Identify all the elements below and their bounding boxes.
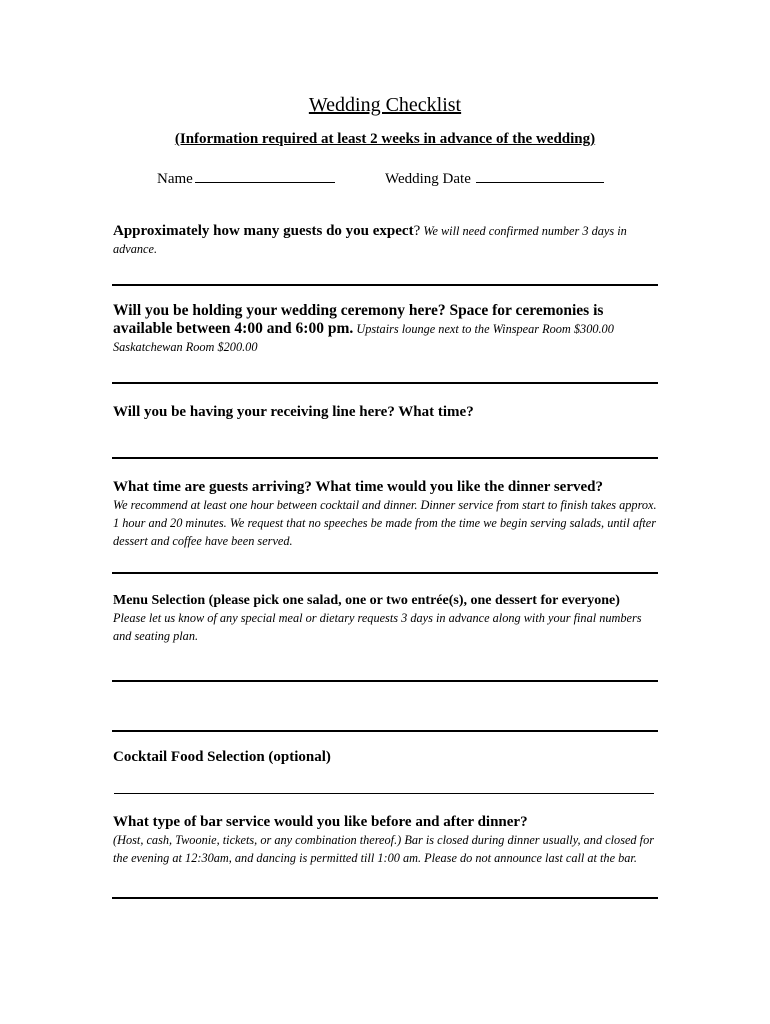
receiving-line-question-text: Will you be having your receiving line here? What time? — [113, 404, 474, 420]
name-field — [157, 168, 335, 188]
ceremony-question-text: Will you be holding your wedding ceremony here? Space for ceremonies is available between 4:00 and 6:00 pm. — [113, 302, 604, 337]
name-blank-line[interactable] — [195, 168, 335, 183]
guest-count-note: We will need confirmed number 3 days in advance. — [113, 224, 627, 256]
bar-service-answer-line[interactable] — [112, 897, 658, 899]
name-label: Name — [157, 171, 193, 187]
receiving-line-answer-line[interactable] — [112, 457, 658, 459]
dinner-time-answer-line[interactable] — [112, 572, 658, 574]
guest-count-question-text: Approximately how many guests do you expect — [113, 223, 414, 239]
dinner-time-question-text: What time are guests arriving? What time would you like the dinner served? — [113, 479, 603, 495]
page-subtitle: (Information required at least 2 weeks in advance of the wedding) — [174, 131, 596, 147]
page-title: Wedding Checklist — [308, 94, 462, 116]
menu-selection-question-text: Menu Selection (please pick one salad, one or two entrée(s), one dessert for everyone) — [113, 593, 620, 608]
wedding-date-field — [385, 168, 604, 188]
ceremony-note-line2: Saskatchewan Room $200.00 — [113, 340, 258, 354]
guest-count-question — [113, 222, 661, 258]
ceremony-question — [113, 302, 661, 356]
wedding-date-label: Wedding Date — [385, 171, 471, 187]
menu-selection-answer-line-2[interactable] — [112, 730, 658, 732]
cocktail-food-question — [113, 748, 661, 766]
menu-selection-answer-line-1[interactable] — [112, 680, 658, 682]
cocktail-food-question-text: Cocktail Food Selection (optional) — [113, 749, 331, 765]
bar-service-question — [113, 813, 661, 867]
wedding-date-blank-line[interactable] — [476, 168, 604, 183]
receiving-line-question — [113, 403, 661, 421]
dinner-time-note: We recommend at least one hour between cocktail and dinner. Dinner service from start to finish takes approx. 1 hour and 20 minutes. We request that no speeches be made from the time we begin serving salads, until after dessert and coffee have been served. — [113, 498, 657, 548]
bar-service-note: (Host, cash, Twoonie, tickets, or any combination thereof.) Bar is closed during dinner usually, and closed for the evening at 12:30am, and dancing is permitted till 1:00 am. Please do not announce last call at the bar. — [113, 833, 655, 865]
ceremony-note-line1: Upstairs lounge next to the Winspear Room $300.00 — [353, 322, 614, 336]
ceremony-answer-line[interactable] — [112, 382, 658, 384]
guest-count-answer-line[interactable] — [112, 284, 658, 286]
bar-service-question-text: What type of bar service would you like before and after dinner? — [113, 814, 528, 830]
menu-selection-note: Please let us know of any special meal or dietary requests 3 days in advance along with your final numbers and seating plan. — [113, 611, 642, 643]
guest-count-qmark: ? — [413, 223, 421, 239]
dinner-time-question — [113, 478, 661, 550]
menu-selection-question — [113, 592, 661, 646]
cocktail-food-answer-line[interactable] — [114, 793, 654, 794]
